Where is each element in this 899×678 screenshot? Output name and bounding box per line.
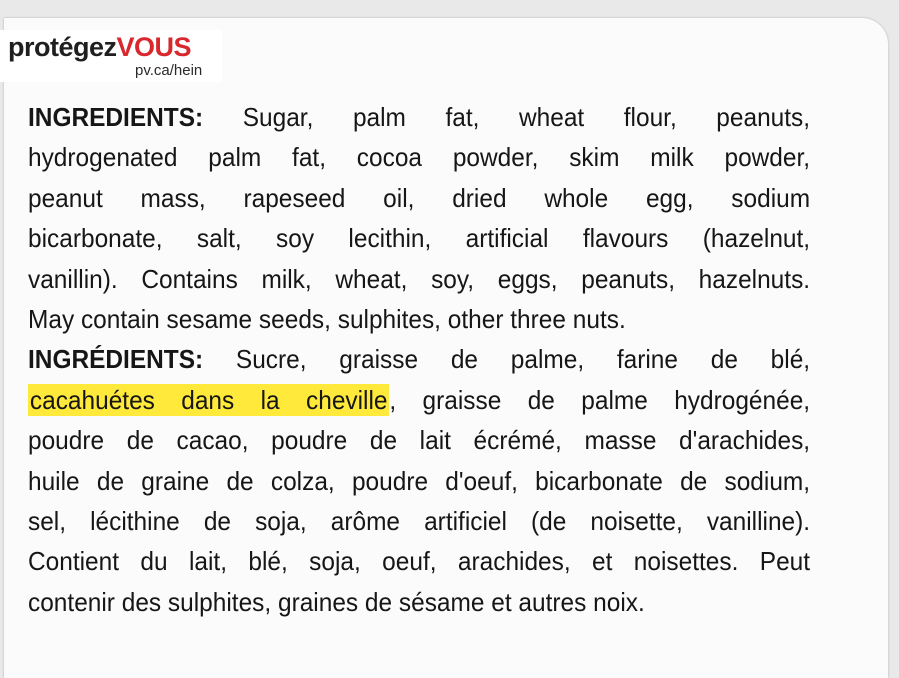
french-text-2: , graisse de palme hydrogénée,: [389, 384, 811, 415]
english-line-3: peanut mass, rapeseed oil, dried whole egg, sodium: [28, 182, 811, 213]
french-line-4: huile de graine de colza, poudre d'oeuf, bicarbonate de sodium,: [28, 465, 811, 496]
brand-watermark: [0, 30, 222, 82]
brand-logo-part2: VOUS: [116, 32, 192, 62]
ingredients-text: [28, 97, 810, 622]
english-line-2: hydrogenated palm fat, cocoa powder, skim milk powder,: [28, 142, 811, 173]
french-heading: INGRÉDIENTS:: [28, 344, 204, 375]
english-line-1: [28, 97, 810, 137]
french-line-2: [28, 380, 810, 420]
english-text-1: Sugar, palm fat, wheat flour, peanuts,: [242, 102, 811, 132]
highlighted-phrase: cacahuétes dans la cheville: [29, 384, 388, 415]
french-line-1: [28, 339, 810, 379]
french-line-7: contenir des sulphites, graines de sésame et autres noix.: [28, 586, 645, 617]
brand-logo-part1: protégez: [8, 32, 117, 62]
brand-url: pv.ca/hein: [135, 62, 203, 79]
english-line-4: bicarbonate, salt, soy lecithin, artificial flavours (hazelnut,: [28, 223, 811, 254]
english-line-5: vanillin). Contains milk, wheat, soy, eggs, peanuts, hazelnuts.: [28, 263, 811, 294]
english-line-6: May contain sesame seeds, sulphites, other three nuts.: [28, 304, 626, 335]
french-line-5: sel, lécithine de soja, arôme artificiel (de noisette, vanilline).: [28, 506, 811, 537]
french-line-6: Contient du lait, blé, soja, oeuf, arachides, et noisettes. Peut: [28, 546, 811, 577]
french-text-1: Sucre, graisse de palme, farine de blé,: [235, 344, 811, 375]
brand-logo: [8, 32, 191, 63]
english-heading: INGREDIENTS:: [28, 102, 204, 132]
french-line-3: poudre de cacao, poudre de lait écrémé, masse d'arachides,: [28, 425, 811, 456]
